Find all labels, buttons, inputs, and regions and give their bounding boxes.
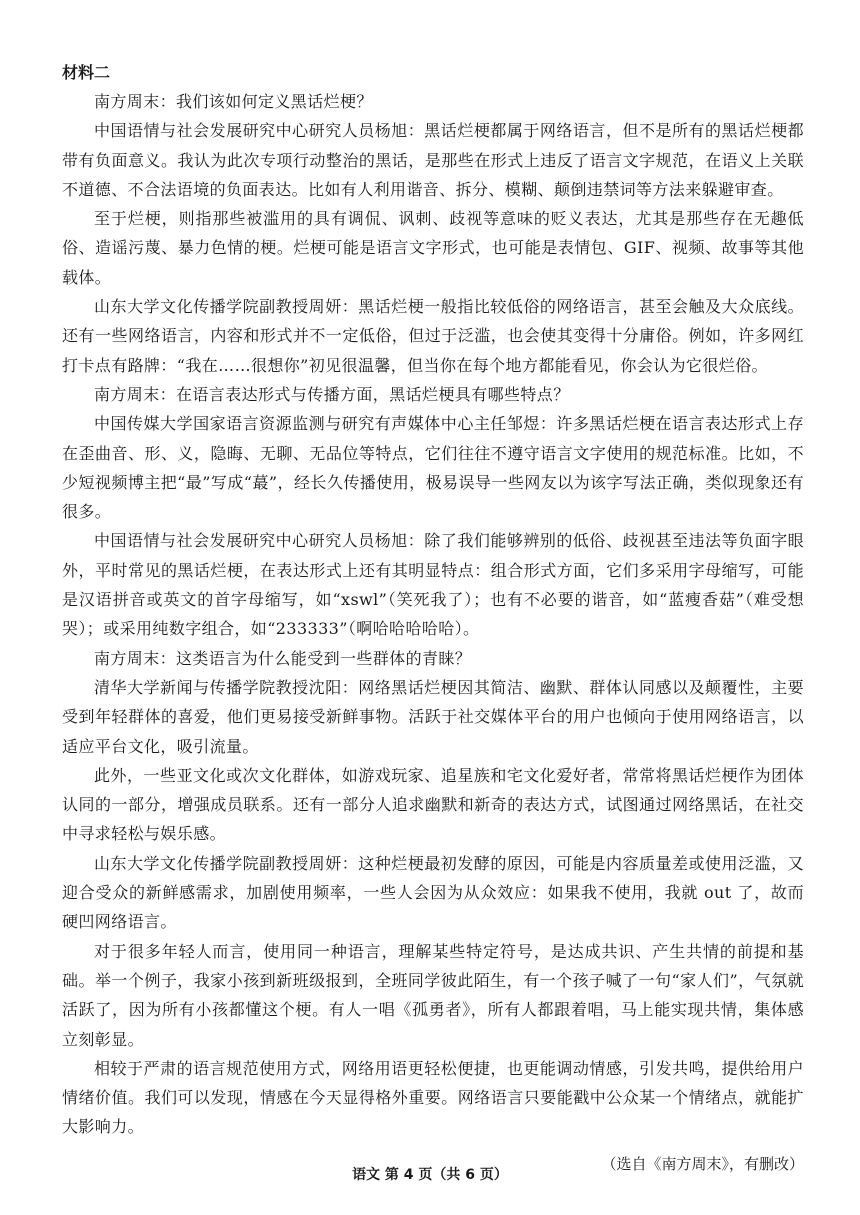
paragraph-7: 中国语情与社会发展研究中心研究人员杨旭：除了我们能够辨别的低俗、歧视甚至违法等负面字眼外，平时常见的黑话烂梗，在表达形式上还有其明显特点：组合形式方面，它们多采用字母缩写，可能是汉语拼音或英文的首字母缩写，如“xswl”（笑死我了）；也有不必要的谐音，如“蓝瘦香菇”（难受想哭）；或采用纯数字组合，如“233333”（啊哈哈哈哈哈）。: [62, 531, 804, 639]
paragraph-6: 中国传媒大学国家语言资源监测与研究有声媒体中心主任邹煜：许多黑话烂梗在语言表达形式上存在歪曲音、形、义，隐晦、无聊、无品位等特点，它们往往不遵守语言文字使用的规范标准。比如，不少短视频博主把“最”写成“蕞”，经长久传播使用，极易误导一些网友以为该字写法正确，类似现象还有很多。: [62, 414, 804, 522]
paragraph-3: 至于烂梗，则指那些被滥用的具有调侃、讽刺、歧视等意味的贬义表达，尤其是那些存在无趣低俗、造谣污蔑、暴力色情的梗。烂梗可能是语言文字形式，也可能是表情包、GIF、视频、故事等其他载体。: [62, 209, 804, 287]
paragraph-1: 南方周末：我们该如何定义黑话烂梗？: [94, 92, 373, 111]
paragraph-10: 此外，一些亚文化或次文化群体，如游戏玩家、追星族和宅文化爱好者，常常将黑话烂梗作为团体认同的一部分，增强成员联系。还有一部分人追求幽默和新奇的表达方式，试图通过网络黑话，在社交中寻求轻松与娱乐感。: [62, 765, 804, 844]
paragraph-5: 南方周末：在语言表达形式与传播方面，黑话烂梗具有哪些特点？: [94, 384, 570, 404]
page-footer: 语文 第 4 页（共 6 页）: [352, 1167, 508, 1183]
paragraph-4: 山东大学文化传播学院副教授周妍：黑话烂梗一般指比较低俗的网络语言，甚至会触及大众底线。还有一些网络语言，内容和形式并不一定低俗，但过于泛滥，也会使其变得十分庸俗。例如，许多网红打卡点有路牌：“我在……很想你”初见很温馨，但当你在每个地方都能看见，你会认为它很烂俗。: [62, 297, 804, 375]
paragraph-12: 对于很多年轻人而言，使用同一种语言，理解某些特定符号，是达成共识、产生共情的前提和基础。举一个例子，我家小孩到新班级报到，全班同学彼此陌生，有一个孩子喊了一句“家人们”，气氛就活跃了，因为所有小孩都懂这个梗。有人一唱《孤勇者》，所有人都跟着唱，马上能实现共情，集体感立刻彰显。: [62, 941, 804, 1049]
paragraph-11: 山东大学文化传播学院副教授周妍：这种烂梗最初发酵的原因，可能是内容质量差或使用泛滥，又迎合受众的新鲜感需求，加剧使用频率，一些人会因为从众效应：如果我不使用，我就 out 了，故而硬凹网络语言。: [62, 853, 804, 932]
paragraph-8: 南方周末：这类语言为什么能受到一些群体的青睐？: [94, 648, 472, 668]
paragraph-13: 相较于严肃的语言规范使用方式，网络用语更轻松便捷，也更能调动情感，引发共鸣，提供给用户情绪价值。我们可以发现，情感在今天显得格外重要。网络语言只要能戳中公众某一个情绪点，就能扩大影响力。: [62, 1058, 804, 1137]
source-citation: （选自《南方周末》，有删改）: [601, 1154, 804, 1173]
paragraph-2: 中国语情与社会发展研究中心研究人员杨旭：黑话烂梗都属于网络语言，但不是所有的黑话烂梗都带有负面意义。我认为此次专项行动整治的黑话，是那些在形式上违反了语言文字规范，在语义上关联不道德、不合法语境的负面表达。比如有人利用谐音、拆分、模糊、颠倒违禁词等方法来躲避审查。: [62, 121, 804, 199]
section-title: 材料二: [62, 63, 111, 82]
document-body: [62, 58, 804, 1179]
paragraph-9: 清华大学新闻与传播学院教授沈阳：网络黑话烂梗因其简洁、幽默、群体认同感以及颠覆性，主要受到年轻群体的喜爱，他们更易接受新鲜事物。活跃于社交媒体平台的用户也倾向于使用网络语言，以适应平台文化，吸引流量。: [62, 677, 804, 756]
